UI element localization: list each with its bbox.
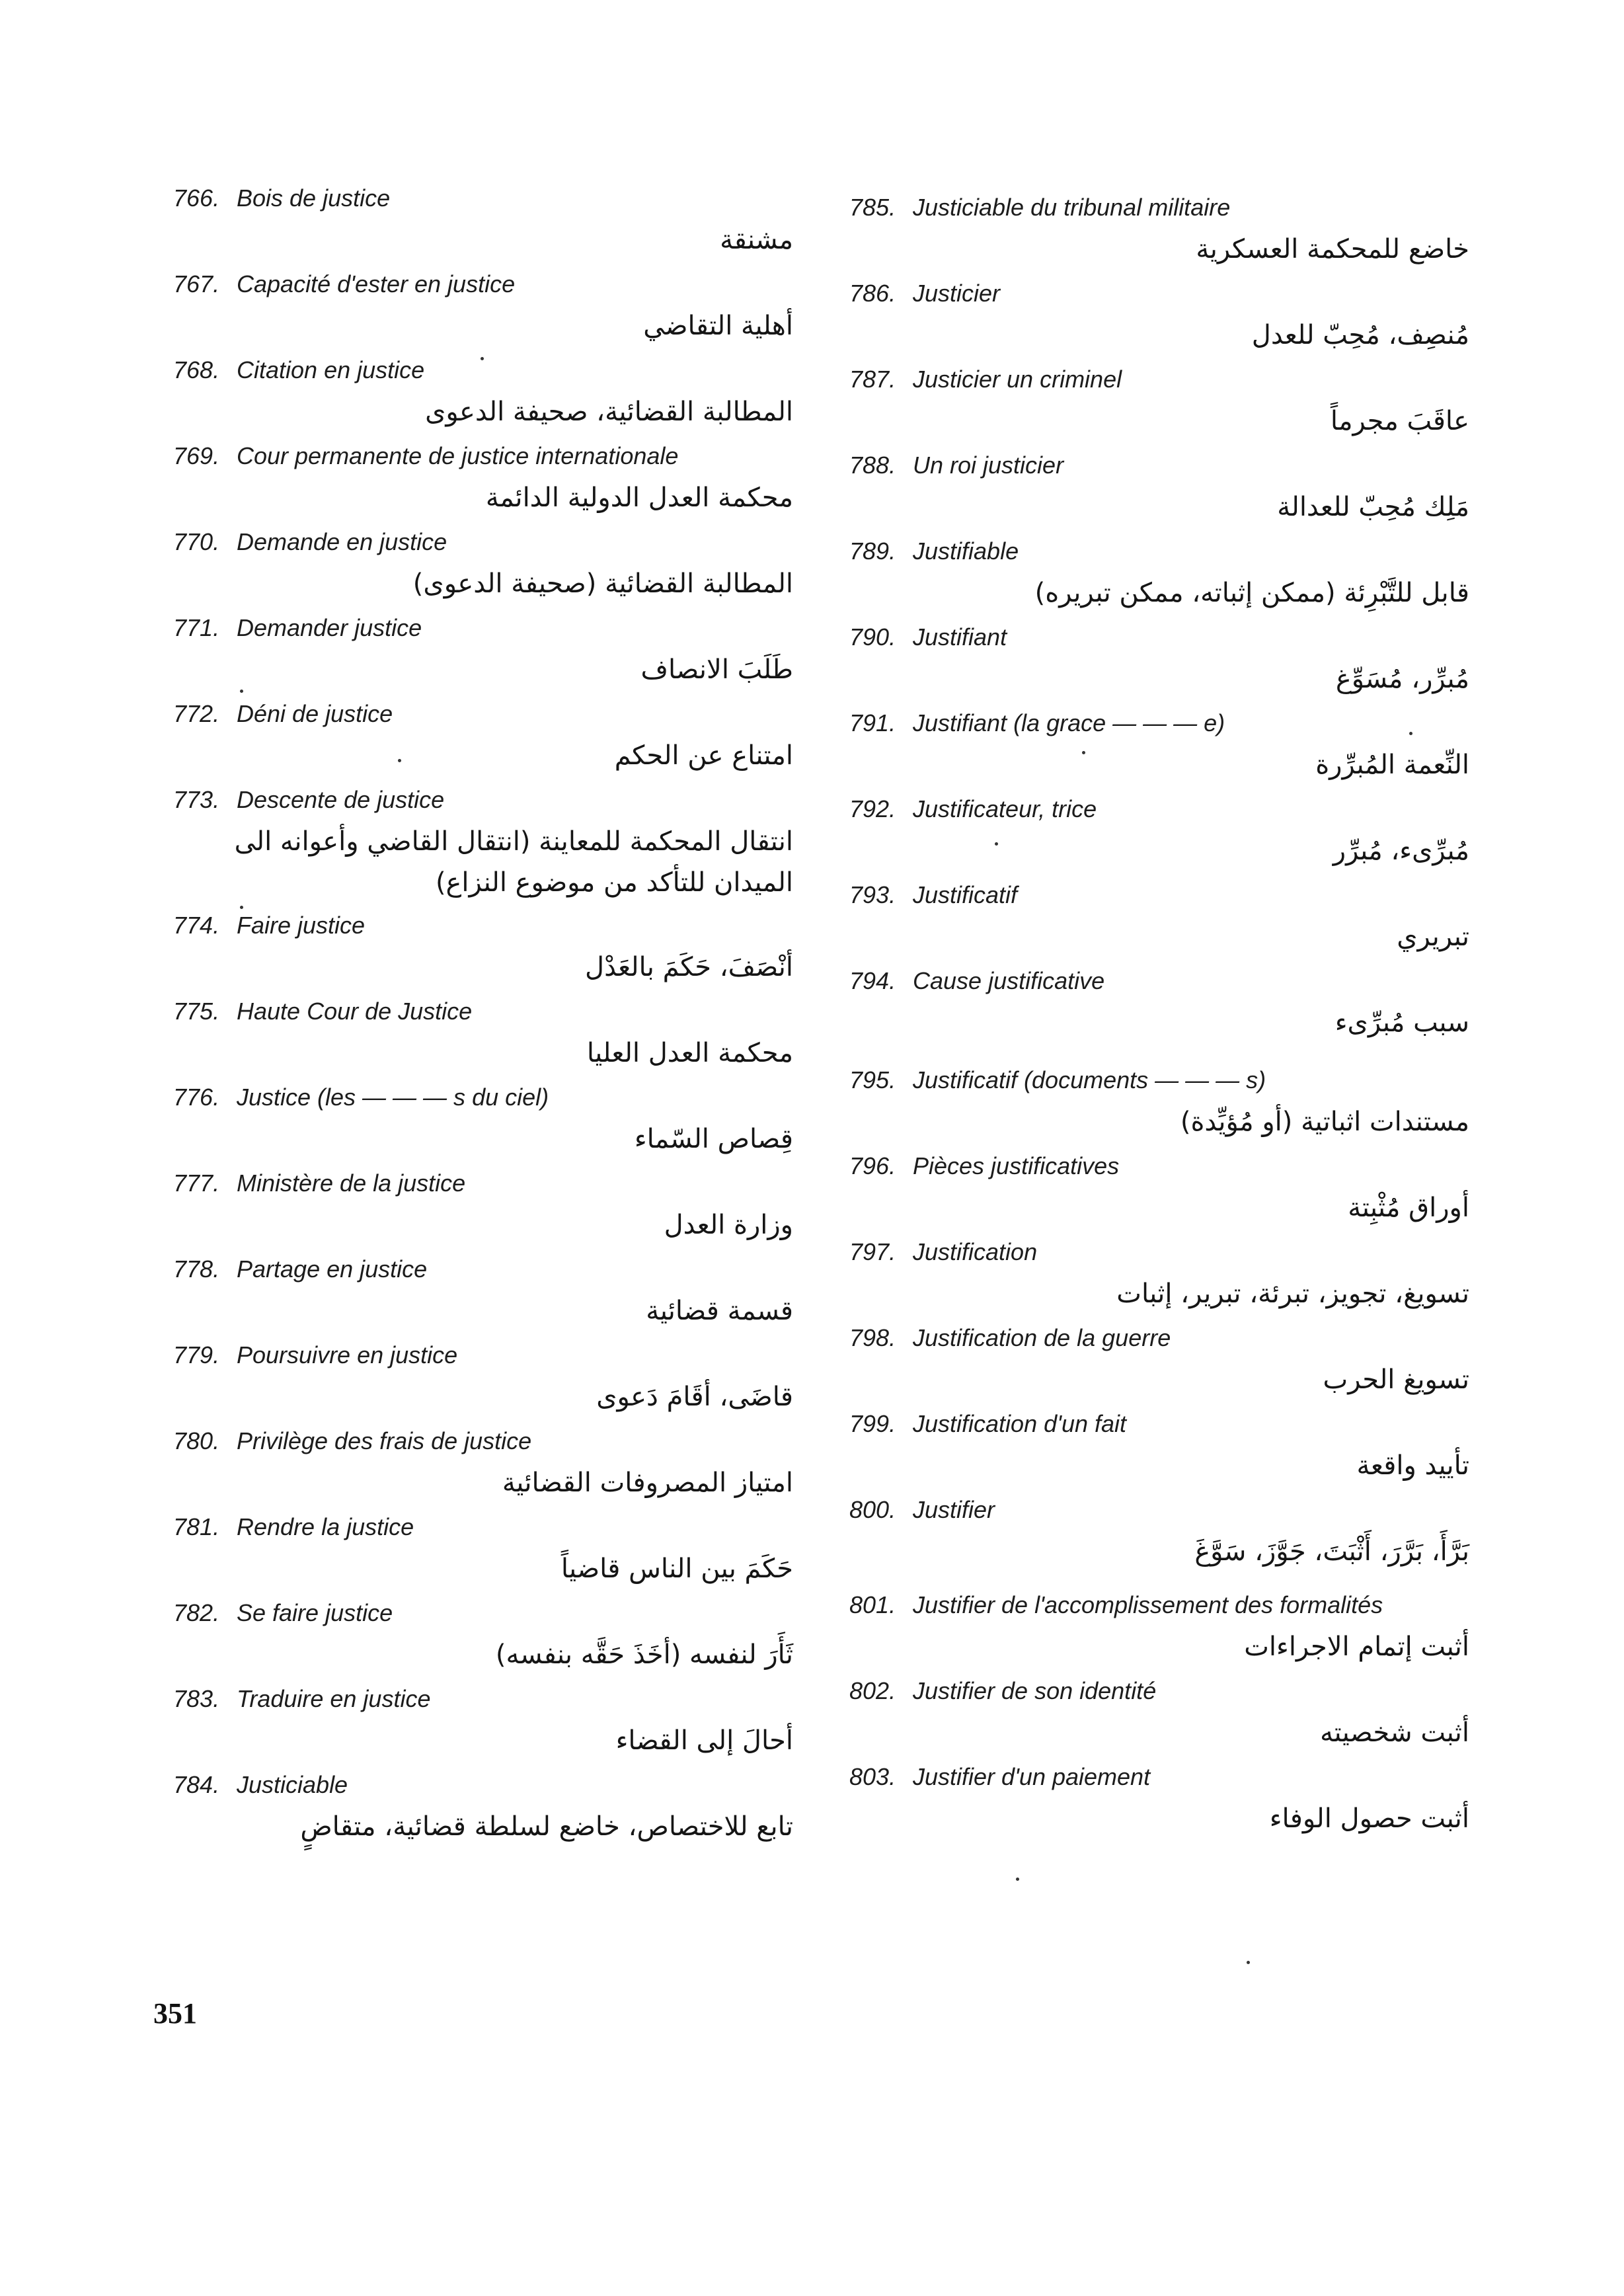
entry-number: 770. (173, 528, 220, 555)
scan-speck (240, 906, 243, 909)
scan-speck (240, 690, 243, 693)
arabic-translation: عاقَبَ مجرماً (1330, 406, 1469, 436)
french-term (849, 365, 1122, 394)
arabic-translation: المطالبة القضائية، صحيفة الدعوى (425, 397, 793, 427)
entry-number: 766. (173, 184, 220, 212)
arabic-translation: تسويغ الحرب (1323, 1365, 1469, 1395)
french-term-text: Justifiant (la grace — — — e) (913, 709, 1225, 736)
entry-number: 788. (849, 452, 896, 479)
french-term-text: Poursuivre en justice (237, 1341, 458, 1368)
french-term-text: Justification d'un fait (913, 1410, 1127, 1437)
arabic-translation: أنْصَفَ، حَكَمَ بالعَدْل (585, 952, 793, 982)
french-term-text: Justificatif (913, 881, 1018, 908)
french-term-text: Justifier d'un paiement (913, 1763, 1151, 1790)
entry-number: 787. (849, 366, 896, 393)
entry-number: 802. (849, 1677, 896, 1704)
french-term-text: Partage en justice (237, 1255, 428, 1283)
entry-number: 768. (173, 356, 220, 383)
arabic-translation: قابل للتَّبْرِئة (ممكن إثباته، ممكن تبريره) (1034, 578, 1469, 608)
entry-number: 779. (173, 1341, 220, 1368)
arabic-translation: تأييد واقعة (1356, 1450, 1469, 1481)
arabic-translation: تابع للاختصاص، خاضع لسلطة قضائية، متقاضٍ (300, 1811, 793, 1842)
entry-number: 794. (849, 967, 896, 994)
french-term (849, 451, 1063, 480)
arabic-translation: النِّعمة المُبرِّرة (1315, 750, 1469, 780)
french-term (173, 442, 678, 471)
french-term-text: Se faire justice (237, 1599, 393, 1626)
entry-number: 783. (173, 1685, 220, 1712)
arabic-translation: سبب مُبرِّىء (1334, 1008, 1469, 1038)
french-term (173, 911, 365, 940)
arabic-translation: أحالَ إلى القضاء (615, 1725, 793, 1756)
arabic-translation: انتقال المحكمة للمعاينة (انتقال القاضي وأعوانه الى الميدان للتأكد من موضوع النزاع) (234, 826, 793, 898)
entry-number: 786. (849, 280, 896, 307)
arabic-translation: محكمة العدل العليا (586, 1038, 793, 1068)
french-term (849, 193, 1230, 222)
entry-number: 799. (849, 1410, 896, 1437)
french-term (849, 967, 1104, 996)
french-term (173, 1341, 457, 1370)
entry-number: 792. (849, 795, 896, 822)
french-term (173, 1513, 414, 1542)
french-term-text: Demander justice (237, 614, 422, 641)
scan-speck (1082, 751, 1085, 754)
french-term-text: Capacité d'ester en justice (237, 270, 516, 297)
french-term (849, 1324, 1171, 1353)
french-term (849, 623, 1007, 652)
entry-number: 769. (173, 442, 220, 469)
arabic-translation: طَلَبَ الانصاف (640, 654, 793, 685)
entry-number: 795. (849, 1066, 896, 1093)
french-term-text: Justificatif (documents — — — s) (913, 1066, 1266, 1093)
french-term-text: Cour permanente de justice internationale (237, 442, 679, 469)
french-term-text: Justicier (913, 280, 1001, 307)
french-term-text: Demande en justice (237, 528, 447, 555)
french-term-text: Justifier (913, 1496, 995, 1523)
arabic-translation: مُبرِّىء، مُبرِّر (1333, 836, 1469, 866)
arabic-translation: مشنقة (720, 225, 793, 255)
french-term (173, 1083, 549, 1112)
french-term (849, 1762, 1150, 1792)
arabic-translation: محكمة العدل الدولية الدائمة (485, 483, 793, 513)
french-term (173, 356, 424, 385)
french-term-text: Privilège des frais de justice (237, 1427, 532, 1454)
entry-number: 776. (173, 1084, 220, 1111)
french-term (173, 270, 515, 299)
arabic-translation: مَلِك مُحِبّ للعدالة (1277, 492, 1469, 522)
french-term-text: Justice (les — — — s du ciel) (237, 1084, 549, 1111)
french-term (849, 279, 1000, 308)
arabic-translation: تسويغ، تجويز، تبرئة، تبرير، إثبات (1116, 1279, 1469, 1309)
scan-speck (1247, 1961, 1250, 1964)
entry-number: 789. (849, 537, 896, 565)
french-term (173, 1599, 393, 1628)
entry-number: 782. (173, 1599, 220, 1626)
french-term-text: Justicier un criminel (913, 366, 1122, 393)
arabic-translation: مُبرِّر، مُسَوِّغ (1335, 664, 1469, 694)
french-term (173, 1684, 430, 1714)
arabic-translation: امتناع عن الحكم (614, 740, 793, 771)
french-term (849, 1409, 1126, 1439)
entry-number: 771. (173, 614, 220, 641)
french-term (849, 1495, 995, 1524)
french-term (173, 1427, 531, 1456)
arabic-translation: مُنصِف، مُحِبّ للعدل (1251, 320, 1469, 350)
entry-number: 790. (849, 623, 896, 651)
french-term-text: Pièces justificatives (913, 1152, 1120, 1179)
scan-speck (1016, 1878, 1019, 1881)
french-term-text: Haute Cour de Justice (237, 998, 473, 1025)
arabic-translation: مستندات اثباتية (أو مُؤيِّدة) (1180, 1107, 1469, 1137)
french-term-text: Justiciable du tribunal militaire (913, 194, 1231, 221)
entry-number: 791. (849, 709, 896, 736)
french-term (849, 1677, 1156, 1706)
french-term-text: Un roi justicier (913, 452, 1064, 479)
entry-number: 797. (849, 1238, 896, 1265)
french-term (173, 1169, 465, 1198)
arabic-translation: حَكَمَ بين الناس قاضياً (561, 1554, 793, 1584)
arabic-translation: وزارة العدل (664, 1210, 793, 1240)
entry-number: 801. (849, 1591, 896, 1618)
french-term (173, 614, 422, 643)
arabic-translation: امتياز المصروفات القضائية (502, 1468, 793, 1498)
french-term-text: Bois de justice (237, 184, 391, 212)
french-term-text: Déni de justice (237, 700, 393, 727)
arabic-translation: أوراق مُثْبِتة (1348, 1193, 1469, 1223)
entry-number: 785. (849, 194, 896, 221)
page-number: 351 (153, 1997, 197, 2030)
entry-number: 775. (173, 998, 220, 1025)
french-term (849, 1066, 1266, 1095)
french-term-text: Justifier de son identité (913, 1677, 1157, 1704)
french-term (173, 997, 472, 1026)
entry-number: 780. (173, 1427, 220, 1454)
french-term (849, 881, 1017, 910)
arabic-translation: تبريري (1397, 922, 1469, 952)
scan-speck (1409, 732, 1412, 735)
entry-number: 796. (849, 1152, 896, 1179)
entry-number: 772. (173, 700, 220, 727)
french-term-text: Justifiant (913, 623, 1007, 651)
arabic-translation: أثبت إتمام الاجراءات (1244, 1632, 1469, 1662)
arabic-translation: قِصاص السّماء (634, 1124, 793, 1154)
arabic-translation: قسمة قضائية (646, 1296, 793, 1326)
entry-number: 800. (849, 1496, 896, 1523)
arabic-translation: أهلية التقاضي (643, 311, 793, 341)
arabic-translation: أثبت حصول الوفاء (1269, 1803, 1469, 1834)
entry-number: 781. (173, 1513, 220, 1540)
arabic-translation: قاضَى، أقَامَ دَعوى (596, 1382, 793, 1412)
french-term-text: Justifiable (913, 537, 1019, 565)
entry-number: 798. (849, 1324, 896, 1351)
french-term (849, 537, 1019, 566)
arabic-translation: ثَأَرَ لنفسه (أخَذَ حَقَّه بنفسه) (495, 1640, 793, 1670)
french-term (849, 1591, 1383, 1620)
french-term-text: Descente de justice (237, 786, 445, 813)
french-term (849, 1238, 1037, 1267)
french-term-text: Justificateur, trice (913, 795, 1097, 822)
french-term-text: Justification (913, 1238, 1038, 1265)
french-term-text: Citation en justice (237, 356, 425, 383)
french-term (173, 528, 447, 557)
entry-number: 784. (173, 1771, 220, 1798)
entry-number: 803. (849, 1763, 896, 1790)
entry-number: 778. (173, 1255, 220, 1283)
french-term-text: Traduire en justice (237, 1685, 431, 1712)
french-term (173, 785, 444, 814)
entry-number: 767. (173, 270, 220, 297)
scan-speck (995, 842, 998, 846)
entry-number: 793. (849, 881, 896, 908)
arabic-translation: المطالبة القضائية (صحيفة الدعوى) (412, 569, 793, 599)
french-term-text: Justiciable (237, 1771, 348, 1798)
french-term-text: Justifier de l'accomplissement des formalités (913, 1591, 1383, 1618)
french-term (173, 1255, 427, 1284)
french-term-text: Ministère de la justice (237, 1169, 466, 1197)
arabic-translation: خاضع للمحكمة العسكرية (1196, 234, 1469, 264)
french-term (849, 1152, 1119, 1181)
arabic-translation: أثبت شخصيته (1320, 1718, 1469, 1748)
french-term (849, 795, 1097, 824)
french-term-text: Faire justice (237, 912, 366, 939)
french-term-text: Justification de la guerre (913, 1324, 1171, 1351)
french-term (173, 184, 390, 213)
french-term-text: Rendre la justice (237, 1513, 414, 1540)
french-term (173, 699, 393, 729)
french-term (849, 709, 1225, 738)
french-term (173, 1770, 348, 1800)
scan-speck (481, 357, 484, 360)
arabic-translation: بَرَّأَ، بَرَّرَ، أَثْبَتَ، جَوَّزَ، سَوَّغَ (1194, 1536, 1469, 1567)
scan-speck (398, 759, 401, 762)
french-term-text: Cause justificative (913, 967, 1105, 994)
entry-number: 777. (173, 1169, 220, 1197)
entry-number: 773. (173, 786, 220, 813)
entry-number: 774. (173, 912, 220, 939)
